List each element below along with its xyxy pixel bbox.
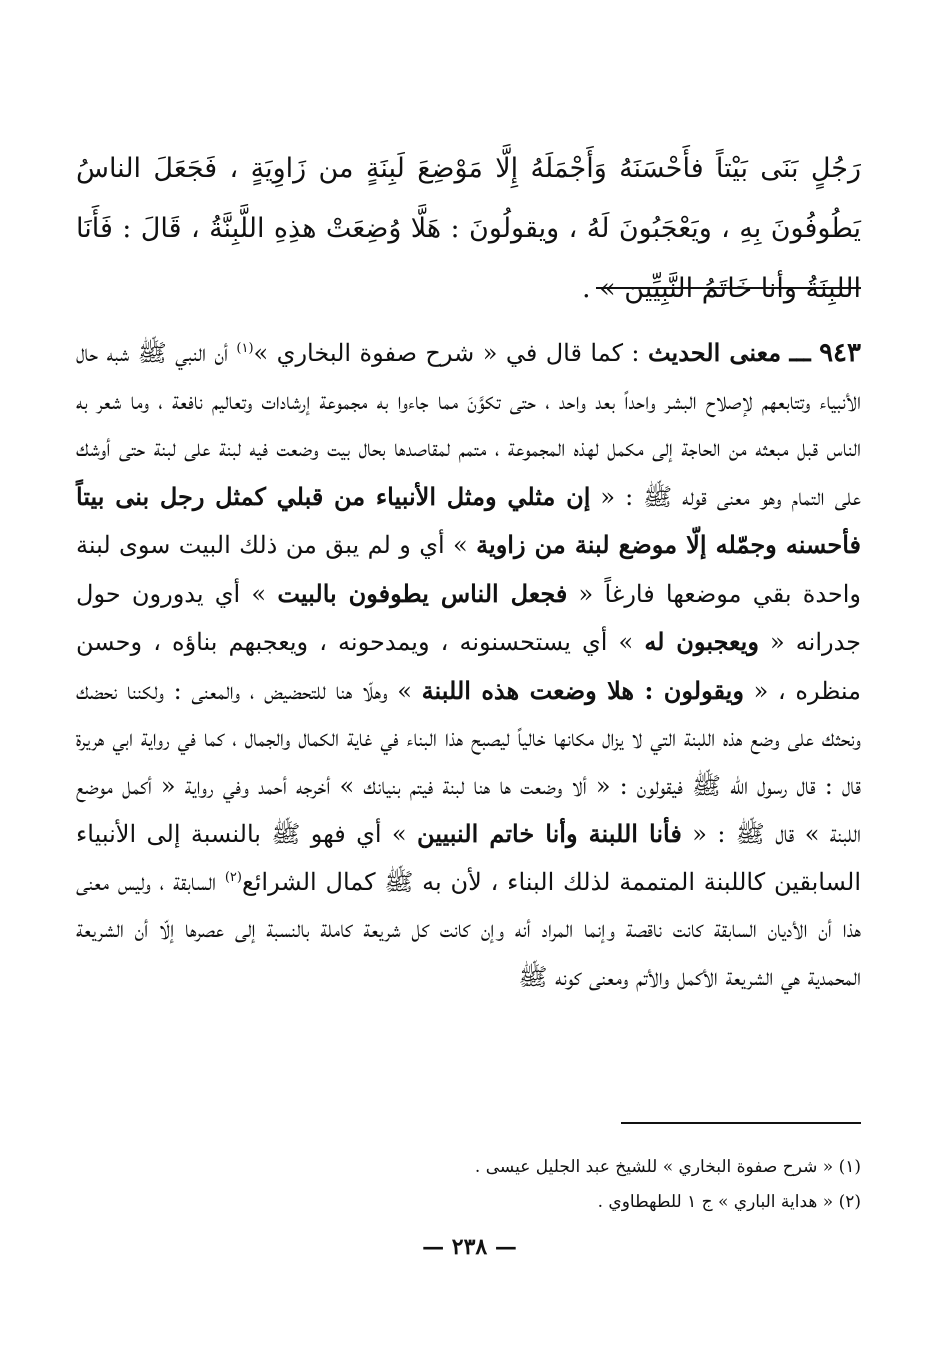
commentary-paragraph [76,329,861,1001]
commentary-heading: معنى الحديث [647,338,782,367]
page-number: — ٢٣٨ — [422,1234,517,1260]
quoted-hadith: ويعجبون له [644,627,759,656]
hadith-text: رَجُلٍ بَنَى بَيْتاً فأَحْسَنَهُ وَأَجْمَلَهُ إِلَّا مَوْضِعَ لَبِنَةٍ من زَاوِيَةٍ ، فَجَعَلَ الناسُ يَطُوفُونَ بِهِ ، ويَعْجَبُونَ لَهُ ، ويقولُونَ : هَلَّا وُضِعَتْ هذِهِ اللَّبِنَّةُ ، قَالَ : فَأَنَا اللبِنَةُ وأنا خَاتَمُ النَّبِيِّين » . [76,153,861,304]
commentary-text: » وهلّا هنا للتحضيض ، والمعنى : ولكننا نحضك ونحثك على وضع هذه اللبنة التي لا يزال مكانها خالياً ليصبح هذا البناء في غاية الكمال والجمال ، كما في رواية ابي هريرة قال : قال رسول الله ﷺ فيقولون : « ألا وضعت ها هنا لبنة فيتم بنيانك » أخرجه أحمد وفي رواية « أكمل موضع اللبنة » قال ﷺ : « [76,676,862,848]
commentary-text: أن النبي ﷺ شبه حال الأنبياء وتتابعهم لإصلاح البشر واحداً بعد واحد ، حتى تكوَّنَ مما جاءوا به مجموعة إرشادات وتعاليم نافعة ، وما شعر به الناس قبل مبعثه من الحاجة إلى مكمل لهذه المجموعة ، متمم لمقاصدها بحال بيت وضعت فيه لبنة على لبنة حتى أوشك على التمام وهو معنى قوله ﷺ : « [76,339,862,511]
quoted-hadith: إن مثلي ومثل الأنبياء من قبلي كمثل رجل بنى بيتاً فأحسنه وجمّله إلّا موضع لبنة من زاوية [76,481,862,559]
footnote-rule [621,1122,861,1124]
footnote-ref-1: (١) [236,341,254,356]
commentary-text: » أي فهو ﷺ بالنسبة إلى الأنبياء السابقين كاللبنة المتممة لذلك البناء ، لأن به ﷺ كمال الشرائع [76,820,861,896]
commentary-text: : كما قال في « شرح صفوة البخاري » [253,339,648,367]
separator-rule [596,287,861,289]
commentary-text: » أي يستحسنونه ، ويمدحونه ، ويعجبهم بناؤه ، وحسن منظره ، « [76,628,861,705]
footnotes [76,1150,861,1220]
quoted-hadith: فأنا اللبنة وأنا خاتم النبيين [417,819,682,848]
heading-dash: ـــ [789,338,811,367]
quoted-hadith: فجعل الناس يطوفون بالبيت [277,578,568,608]
hadith-number: ٩٤٣ [819,338,861,368]
footnote-1: (١) « شرح صفوة البخاري » للشيخ عبد الجليل عيسى . [474,1157,861,1177]
footnote-ref-2: (٢) [224,869,242,885]
quoted-hadith: ويقولون : هلا وضعت هذه اللبنة [421,675,744,705]
commentary-text: » أي يدورون حول جدرانه « [76,579,862,656]
commentary-text: السابقة ، وليس معنى هذا أن الأديان السابقة كانت ناقصة وإنما المراد أنه وإن كانت كل شريعة كاملة بالنسبة إلى عصرها إلّا أن الشريعة المحمدية هي الشريعة الأكمل والأتم ومعنى كونه ﷺ [76,867,861,991]
commentary-text: » أي و لم يبق من ذلك البيت سوى لبنة واحدة بقي موضعها فارغاً « [76,531,862,608]
footnote-2: (٢) « هداية الباري » ج ١ للطهطاوي . [597,1192,861,1212]
